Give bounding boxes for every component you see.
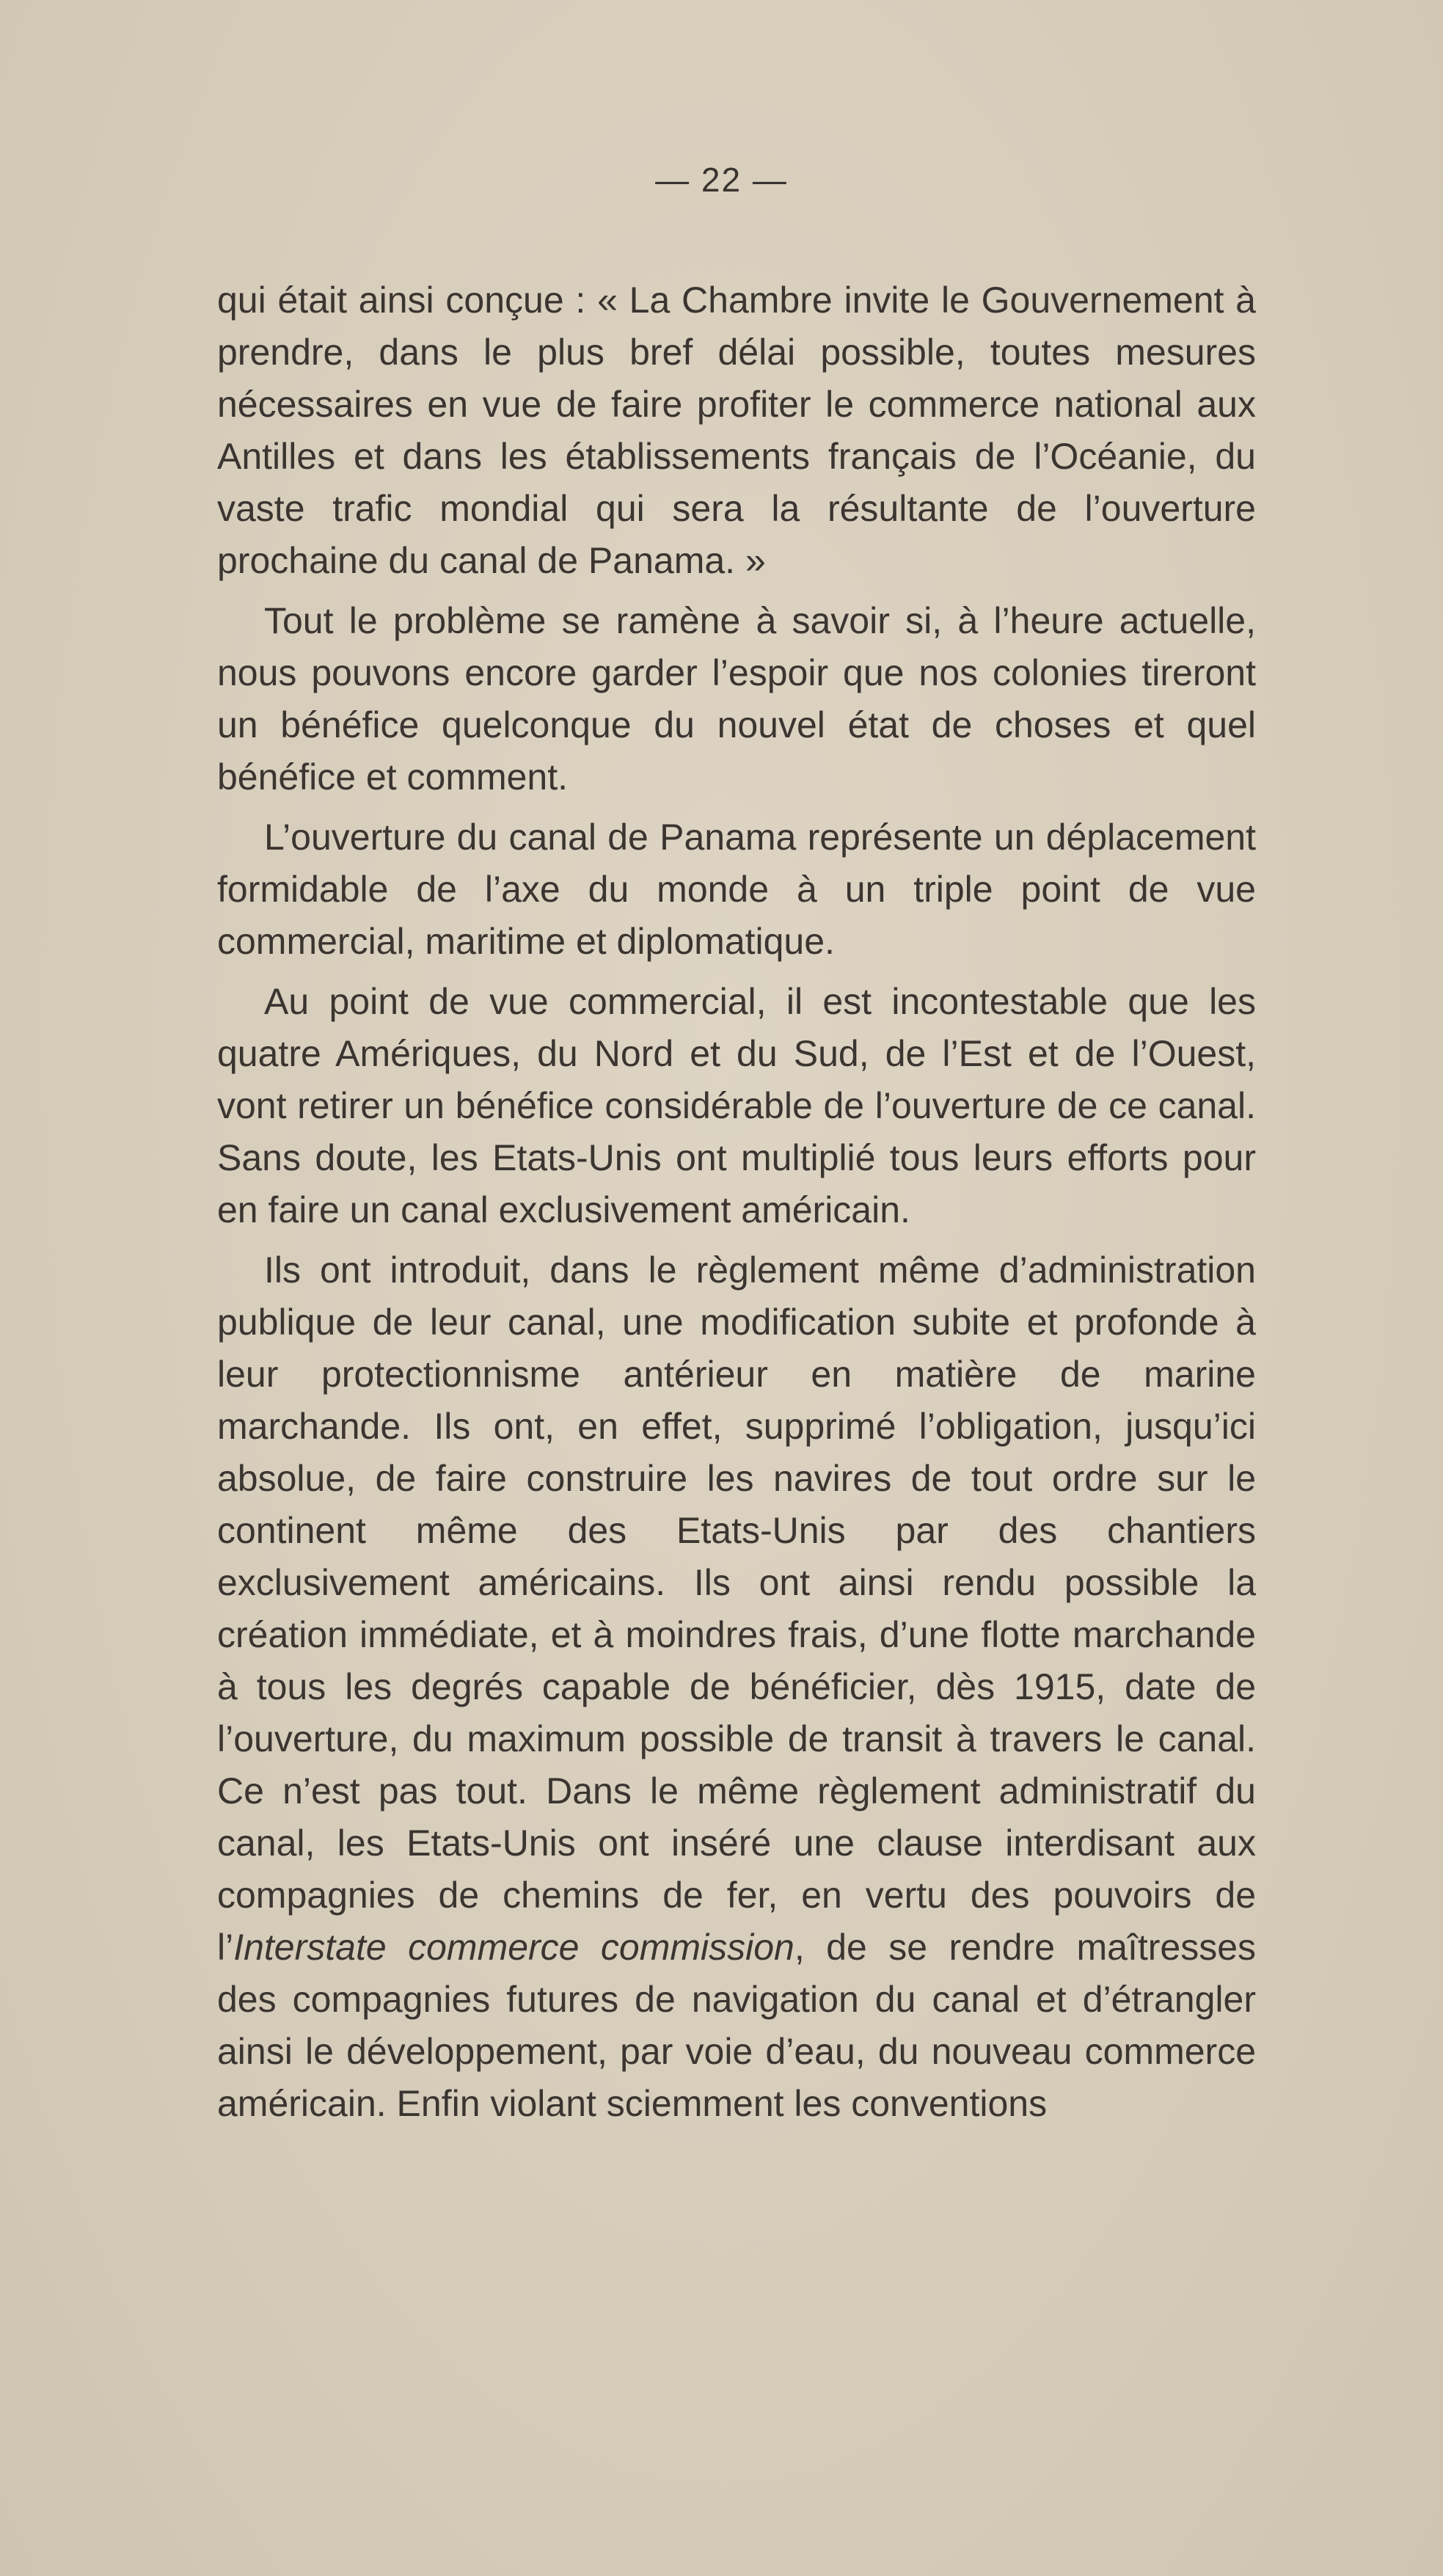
paragraph-3: L’ouverture du canal de Panama représente un déplacement formidable de l’axe du monde à un triple point de vue commercial, maritime et diplomatique. (217, 817, 1256, 962)
paragraph-5-text-before: Ils ont introduit, dans le règlement même d’administration publique de leur canal, une modification subite et profonde à leur protectionnisme antérieur en matière de marine marchande. Ils ont, en effet, supprimé l’obligation, jusqu’ici absolue, de faire construire les navires de tout ordre sur le continent même des Etats-Unis par des chantiers exclusivement américains. Ils ont ainsi rendu possible la création immédiate, et à moindres frais, d’une flotte marchande à tous les degrés capable de bénéficier, dès 1915, date de l’ouverture, du maximum possible de transit à travers le canal. Ce n’est pas tout. Dans le même règlement administratif du canal, les Etats-Unis ont inséré une clause interdisant aux compagnies de chemins de fer, en vertu des pouvoirs de l’ (217, 1249, 1256, 1968)
paragraph-1: qui était ainsi conçue : « La Chambre invite le Gouvernement à prendre, dans le plus bref délai possible, toutes mesures nécessaires en vue de faire profiter le commerce national aux Antilles et dans les établissements français de l’Océanie, du vaste trafic mondial qui sera la résultante de l’ouverture prochaine du canal de Panama. » (217, 280, 1256, 581)
paragraph-2: Tout le problème se ramène à savoir si, à l’heure actuelle, nous pouvons encore garder l’espoir que nos colonies tireront un bénéfice quelconque du nouvel état de choses et quel bénéfice et comment. (217, 600, 1256, 798)
paragraph-5-italic-term: Interstate commerce commission (233, 1927, 794, 1968)
page-number: — 22 — (655, 161, 788, 199)
paragraph-5-text-after: , de se rendre maîtresses des compagnies futures de navigation du canal et d’étrangler ainsi le développement, par voie d’eau, du nouveau commerce américain. Enfin violant sciemment les conventions (217, 1927, 1257, 2124)
body-text (217, 274, 1256, 2130)
paragraph-4: Au point de vue commercial, il est incontestable que les quatre Amériques, du Nord et du Sud, de l’Est et de l’Ouest, vont retirer un bénéfice considérable de l’ouverture de ce canal. Sans doute, les Etats-Unis ont multiplié tous leurs efforts pour en faire un canal exclusivement américain. (217, 981, 1256, 1230)
paragraph-5 (217, 1244, 1256, 2130)
